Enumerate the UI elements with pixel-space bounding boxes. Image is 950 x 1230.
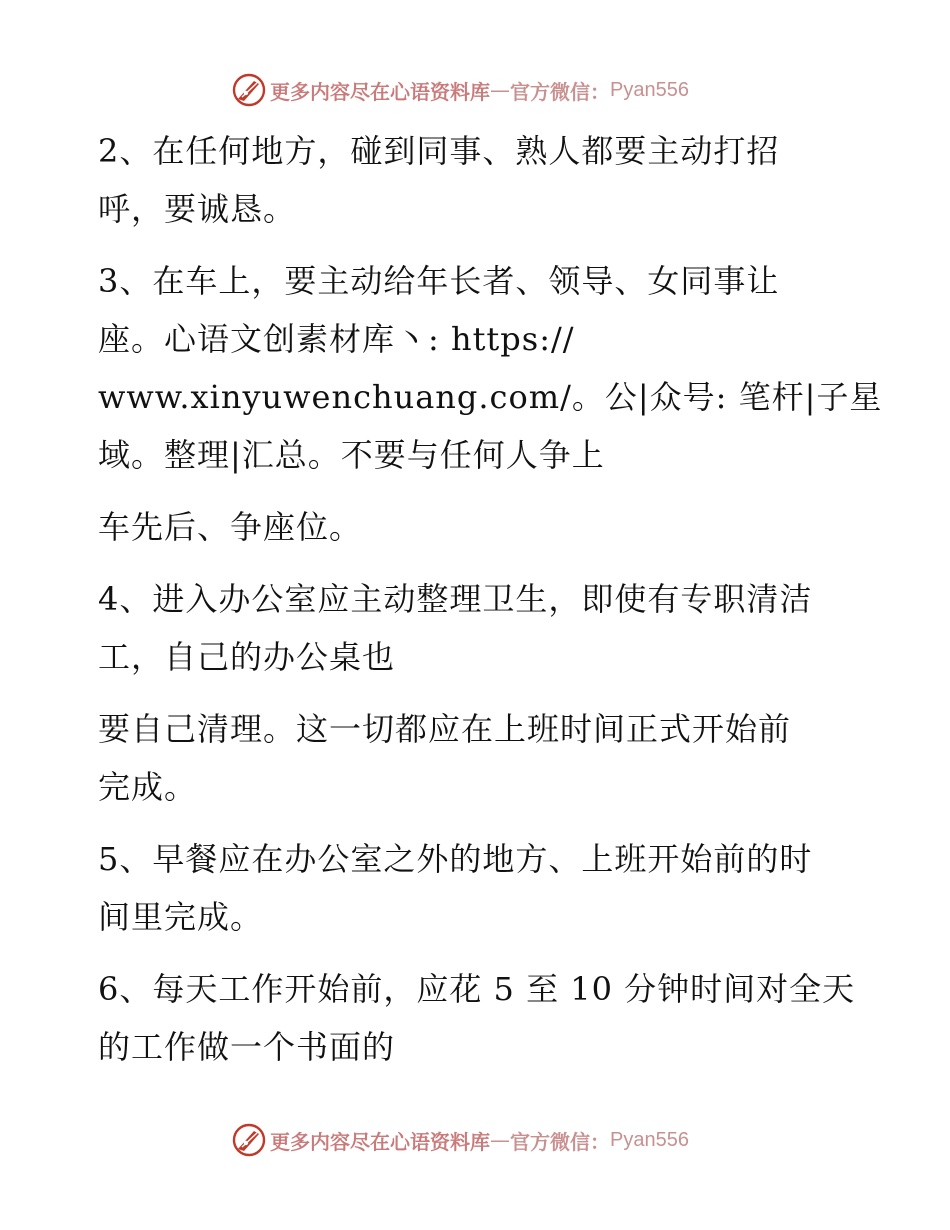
banner-wechat-id: Pyan556 xyxy=(610,78,689,101)
text-line: 6、每天工作开始前，应花 5 至 10 分钟时间对全天 xyxy=(98,970,856,1008)
banner-dash: — xyxy=(490,1128,510,1152)
paragraph-3 xyxy=(98,252,883,484)
text-line: 要自己清理。这一切都应在上班时间正式开始前 xyxy=(98,710,792,748)
text-line: 域。整理|汇总。不要与任何人争上 xyxy=(98,436,605,474)
text-line: 3、在车上，要主动给年长者、领导、女同事让 xyxy=(98,262,780,300)
text-line: 5、早餐应在办公室之外的地方、上班开始前的时 xyxy=(98,840,813,878)
text-line: 座。心语文创素材库丶: https:// xyxy=(98,320,575,358)
text-line: 间里完成。 xyxy=(98,898,264,936)
banner-dash: — xyxy=(490,78,510,102)
paragraph-3-continued xyxy=(98,498,858,556)
paragraph-2 xyxy=(98,122,858,238)
text-line: 工，自己的办公桌也 xyxy=(98,638,396,676)
quill-pen-logo-icon xyxy=(232,73,266,107)
text-line: 2、在任何地方，碰到同事、熟人都要主动打招 xyxy=(98,132,780,170)
text-line: 4、进入办公室应主动整理卫生，即使有专职清洁 xyxy=(98,580,813,618)
footer-banner xyxy=(232,1120,689,1160)
paragraph-4-continued xyxy=(98,700,858,816)
banner-wechat-id: Pyan556 xyxy=(610,1128,689,1151)
paragraph-5 xyxy=(98,830,858,946)
text-line: 车先后、争座位。 xyxy=(98,508,363,546)
header-banner xyxy=(232,70,689,110)
text-line: 的工作做一个书面的 xyxy=(98,1028,396,1066)
text-line: 呼，要诚恳。 xyxy=(98,190,297,228)
banner-wechat-label: 官方微信： xyxy=(510,1129,610,1154)
text-line: 完成。 xyxy=(98,768,198,806)
banner-wechat-label: 官方微信： xyxy=(510,79,610,104)
banner-slogan: 更多内容尽在心语资料库 xyxy=(270,79,490,104)
quill-pen-logo-icon xyxy=(232,1123,266,1157)
paragraph-6 xyxy=(98,960,858,1076)
text-line: www.xinyuwenchuang.com/。公|众号: 笔杆|子星 xyxy=(98,378,883,416)
document-body xyxy=(98,122,883,1076)
banner-slogan: 更多内容尽在心语资料库 xyxy=(270,1129,490,1154)
paragraph-4 xyxy=(98,570,858,686)
